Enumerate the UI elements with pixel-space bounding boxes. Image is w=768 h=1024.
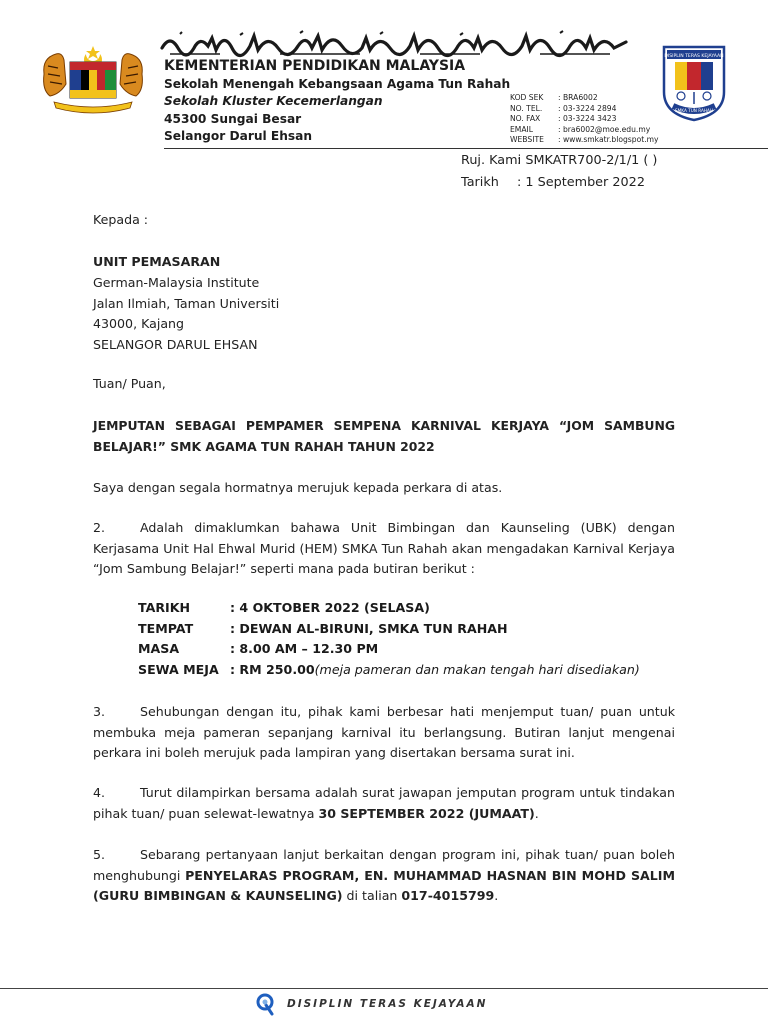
detail-row <box>138 660 640 681</box>
school-name: Sekolah Menengah Kebangsaan Agama Tun Rahah <box>164 76 511 91</box>
paragraph-text: Sehubungan dengan itu, pihak kami berbesar hati menjemput tuan/ puan untuk membuka meja pameran sepanjang karnival itu berlangsung. Butiran lanjut mengenai perkara ini boleh merujuk pada lampiran yang disertakan bersama surat ini. <box>93 704 675 760</box>
kepada-label: Kepada : <box>93 212 149 227</box>
paragraph-number: 2. <box>93 520 106 535</box>
school-cluster: Sekolah Kluster Kecemerlangan <box>164 94 383 108</box>
recipient-line: German-Malaysia Institute <box>93 274 260 290</box>
paragraph-3 <box>93 702 675 764</box>
detail-row <box>138 619 640 640</box>
contact-row <box>510 104 659 115</box>
contact-row <box>510 93 659 104</box>
paragraph-number: 3. <box>93 704 106 719</box>
paragraph-2 <box>93 518 675 580</box>
school-postcode-town: 45300 Sungai Besar <box>164 111 302 126</box>
contact-label: WEBSITE <box>510 135 544 145</box>
letter-subject: JEMPUTAN SEBAGAI PEMPAMER SEMPENA KARNIVAL KERJAYA “JOM SAMBUNG BELAJAR!” SMK AGAMA TUN RAHAH TAHUN 2022 <box>93 418 675 454</box>
detail-value: : DEWAN AL-BIRUNI, SMKA TUN RAHAH <box>230 620 508 636</box>
recipient-line: 43000, Kajang <box>93 316 185 332</box>
contact-label: KOD SEK <box>510 93 544 102</box>
contact-value: : bra6002@moe.edu.my <box>558 124 651 134</box>
recipient-address <box>93 252 279 356</box>
contact-block <box>510 93 659 146</box>
deadline-date: 30 SEPTEMBER 2022 (JUMAAT) <box>318 805 535 821</box>
detail-row <box>138 639 640 660</box>
reference-block <box>461 150 657 194</box>
ministry-name: KEMENTERIAN PENDIDIKAN MALAYSIA <box>164 58 466 74</box>
school-letterhead <box>164 58 510 146</box>
header-divider <box>164 148 768 149</box>
reference-label: Ruj. Kami <box>461 153 522 168</box>
recipient-line: SELANGOR DARUL EHSAN <box>93 337 258 353</box>
paragraph-number: 5. <box>93 847 106 862</box>
logo-text-top: DISIPLIN TERAS KEJAYAAN <box>664 54 724 59</box>
malaysia-coat-of-arms-icon <box>40 44 146 114</box>
date-label: Tarikh <box>461 175 499 190</box>
paragraph-1: Saya dengan segala hormatnya merujuk kepada perkara di atas. <box>93 480 503 495</box>
contact-row <box>510 114 659 125</box>
footer-divider <box>0 988 768 989</box>
school-logo-icon <box>661 44 727 122</box>
detail-label: TARIKH <box>138 600 191 615</box>
contact-label: NO. TEL. <box>510 103 543 113</box>
footer <box>255 992 487 1016</box>
contact-value: : www.smkatr.blogspot.my <box>558 135 659 145</box>
detail-label: MASA <box>138 641 180 657</box>
recipient-line: UNIT PEMASARAN <box>93 254 221 269</box>
paragraph-text-end: . <box>494 888 499 903</box>
contact-value: : BRA6002 <box>558 93 598 102</box>
detail-note: (meja pameran dan makan tengah hari disediakan) <box>314 661 640 677</box>
detail-value: : 8.00 AM – 12.30 PM <box>230 641 379 657</box>
paragraph-text-mid: di talian <box>342 888 402 903</box>
jawi-calligraphy-banner <box>160 30 630 58</box>
paragraph-text: Turut dilampirkan bersama adalah surat jawapan jemputan program untuk tindakan pihak tuan/ puan selewat-lewatnya <box>93 785 675 821</box>
reference-row <box>461 150 657 172</box>
detail-row <box>138 598 640 619</box>
paragraph-4 <box>93 783 675 824</box>
contact-value: : 03-3224 2894 <box>558 103 617 113</box>
contact-row <box>510 125 659 136</box>
paragraph-number: 4. <box>93 785 106 800</box>
paragraph-text-end: . <box>534 805 539 821</box>
contact-label: NO. FAX <box>510 114 541 124</box>
coordinator-name: PENYELARAS PROGRAM, EN. MUHAMMAD HASNAN BIN MOHD SALIM (GURU BIMBINGAN & KAUNSELING) <box>93 867 675 903</box>
event-details <box>138 598 640 680</box>
recipient-line: Jalan Ilmiah, Taman Universiti <box>93 295 280 311</box>
school-state: Selangor Darul Ehsan <box>164 129 313 143</box>
contact-value: : 03-3224 3423 <box>558 114 617 124</box>
detail-value: : 4 OKTOBER 2022 (SELASA) <box>230 600 430 615</box>
logo-text-bottom: SMKA TUN RAHAH <box>675 108 713 113</box>
footer-motto: DISIPLIN TERAS KEJAYAAN <box>287 998 488 1010</box>
detail-value: : RM 250.00 <box>230 661 315 677</box>
contact-label: EMAIL <box>510 124 534 134</box>
salutation: Tuan/ Puan, <box>93 376 166 391</box>
detail-label: TEMPAT <box>138 620 194 636</box>
detail-label: SEWA MEJA <box>138 661 219 677</box>
paragraph-text: Adalah dimaklumkan bahawa Unit Bimbingan dan Kaunseling (UBK) dengan Kerjasama Unit Hal Ehwal Murid (HEM) SMKA Tun Rahah akan mengadakan Karnival Kerjaya “Jom Sambung Belajar!” seperti mana pada butiran berikut : <box>93 520 675 576</box>
reference-value: : SMKATR700-2/1/1 ( ) <box>517 153 658 168</box>
date-value: : 1 September 2022 <box>517 175 645 190</box>
contact-row <box>510 135 659 146</box>
paragraph-5 <box>93 845 675 907</box>
date-row <box>461 172 657 194</box>
coordinator-phone: 017-4015799 <box>401 888 495 903</box>
quality-logo-icon <box>255 992 275 1016</box>
paragraph-text: Sebarang pertanyaan lanjut berkaitan dengan program ini, pihak tuan/ puan boleh menghubungi <box>93 847 675 883</box>
